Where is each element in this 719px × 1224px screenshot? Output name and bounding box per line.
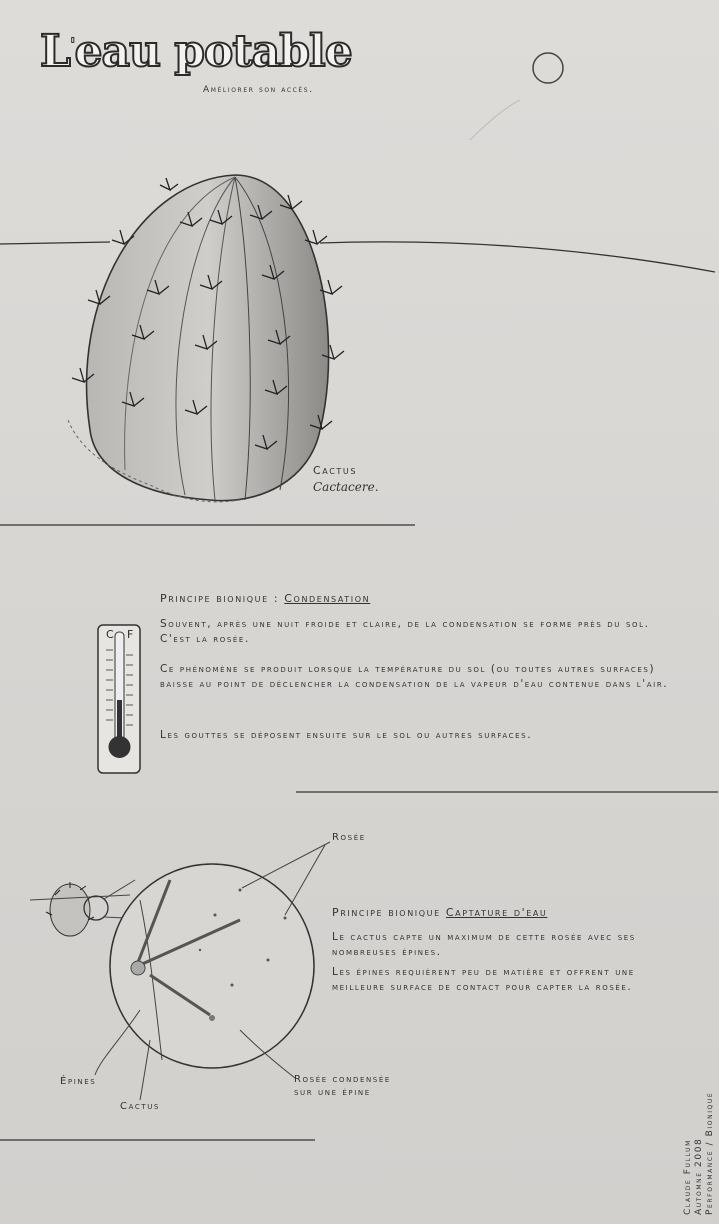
- section1-para1: Souvent, après une nuit froide et claire, de la condensation se forme près du sol. C'est la rosée.: [160, 618, 650, 645]
- title-rest: eau potable: [74, 26, 352, 77]
- section2-heading-prefix: Principe bionique: [332, 906, 441, 919]
- label-rosee-condensee-2: sur une épine: [294, 1087, 371, 1098]
- section2-para1: Le cactus capte un maximum de cette rosée avec ses nombreuses épines.: [332, 931, 636, 958]
- page-subtitle: Améliorer son accès.: [203, 85, 314, 95]
- signature-date: Automne 2008: [694, 1137, 704, 1215]
- label-rosee: Rosée: [332, 832, 366, 843]
- signature-course: Performance / Bionique: [705, 1091, 715, 1215]
- label-epines: Épines: [60, 1076, 97, 1087]
- label-cactus: Cactus: [120, 1101, 160, 1112]
- signature-name: Claude Fullum: [683, 1139, 693, 1215]
- section1-para2: Ce phénomène se produit lorsque la température du sol (ou toutes autres surfaces) baisse au point de déclencher la condensation de la vapeur d'eau contenue dans l'air.: [160, 663, 669, 690]
- horizon-line: [0, 242, 715, 272]
- cactus-label-common: Cactus: [313, 464, 358, 477]
- section2-heading-term: Captature d'eau: [445, 906, 548, 919]
- thermo-c-label: C: [106, 628, 114, 641]
- section1-heading-term: Condensation: [284, 592, 371, 605]
- faint-sketch: [470, 100, 520, 140]
- label-rosee-condensee-1: Rosée condensée: [294, 1074, 391, 1085]
- thermo-f-label: F: [127, 628, 134, 641]
- cactus-drawing: [68, 175, 344, 502]
- title-prefix: L: [40, 26, 70, 77]
- title-apostrophe: ': [69, 34, 75, 56]
- thermometer-icon: [98, 625, 140, 773]
- magnified-spine-circle: [95, 842, 330, 1100]
- cactus-label-latin: Cactacere.: [313, 480, 379, 494]
- section1-heading: [160, 591, 370, 606]
- section2-para2: Les épines requièrent peu de matière et offrent une meilleure surface de contact pour capter la rosée.: [332, 966, 635, 993]
- sun-icon: [533, 53, 563, 83]
- section1-heading-prefix: Principe bionique :: [160, 592, 280, 605]
- section2-heading: [332, 905, 547, 920]
- section1-para3: Les gouttes se déposent ensuite sur le sol ou autres surfaces.: [160, 729, 533, 741]
- signature: [683, 1035, 716, 1215]
